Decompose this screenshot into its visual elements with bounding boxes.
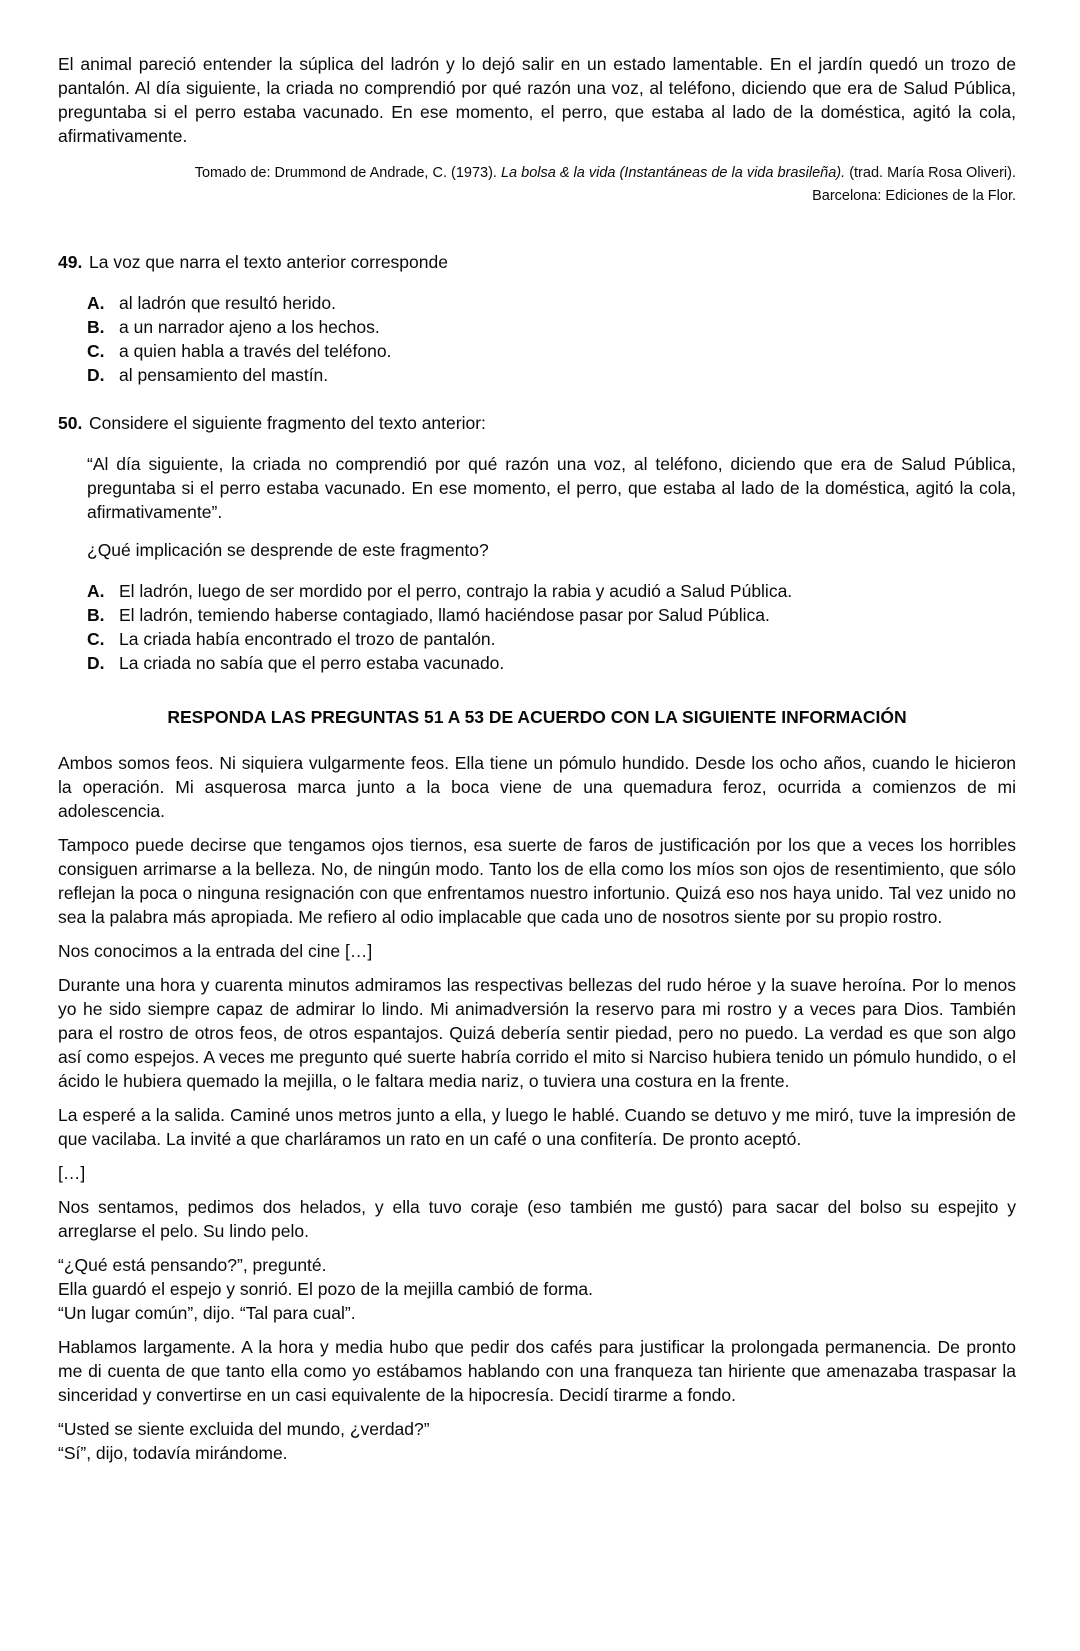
- option-text: al pensamiento del mastín.: [119, 365, 329, 385]
- option-50-b: [87, 603, 1016, 627]
- dialogue-line: “Sí”, dijo, todavía mirándome.: [58, 1443, 288, 1463]
- option-50-a: [87, 579, 1016, 603]
- intro-paragraph: El animal pareció entender la súplica del ladrón y lo dejó salir en un estado lamentable. En el jardín quedó un trozo de pantalón. Al día siguiente, la criada no comprendió por qué razón una voz, al teléfono, diciendo que era de Salud Pública, preguntaba si el perro estaba vacunado. En ese momento, el perro, que estaba al lado de la doméstica, agitó la cola, afirmativamente.: [58, 54, 1016, 146]
- question-number: 49.: [58, 252, 83, 272]
- option-text: El ladrón, luego de ser mordido por el perro, contrajo la rabia y acudió a Salud Pública.: [119, 581, 793, 601]
- option-text: La criada había encontrado el trozo de pantalón.: [119, 629, 496, 649]
- option-49-d: [87, 363, 1016, 387]
- option-letter: C.: [87, 629, 105, 649]
- option-text: a quien habla a través del teléfono.: [119, 341, 392, 361]
- dialogue-line: “Un lugar común”, dijo. “Tal para cual”.: [58, 1303, 356, 1323]
- option-letter: C.: [87, 341, 105, 361]
- option-text: El ladrón, temiendo haberse contagiado, llamó haciéndose pasar por Salud Pública.: [119, 605, 770, 625]
- option-letter: B.: [87, 317, 105, 337]
- option-letter: B.: [87, 605, 105, 625]
- passage-paragraph: Hablamos largamente. A la hora y media hubo que pedir dos cafés para justificar la prolongada permanencia. De pronto me di cuenta de que tanto ella como yo estábamos hablando con una franqueza tan hiriente que amenazaba traspasar la sinceridad y convertirse en un casi equivalente de la hipocresía. Decidí tirarme a fondo.: [58, 1337, 1016, 1405]
- passage-paragraph: Nos sentamos, pedimos dos helados, y ella tuvo coraje (eso también me gustó) para sacar del bolso su espejito y arreglarse el pelo. Su lindo pelo.: [58, 1197, 1016, 1241]
- question-prompt: Considere el siguiente fragmento del texto anterior:: [89, 413, 486, 433]
- question-49: [58, 250, 1016, 387]
- question-50-options: [87, 579, 1016, 675]
- question-number: 50.: [58, 413, 83, 433]
- option-text: La criada no sabía que el perro estaba vacunado.: [119, 653, 505, 673]
- option-letter: A.: [87, 293, 105, 313]
- question-subprompt: ¿Qué implicación se desprende de este fragmento?: [87, 540, 489, 560]
- source-citation: [58, 162, 1016, 208]
- citation-prefix: Tomado de: Drummond de Andrade, C. (1973).: [194, 165, 501, 181]
- question-50-header: [58, 411, 1016, 435]
- passage-paragraph: Tampoco puede decirse que tengamos ojos tiernos, esa suerte de faros de justificación por los que a veces los horribles consiguen arrimarse a la belleza. No, de ningún modo. Tanto los de ella como los míos son ojos de resentimiento, que sólo reflejan la poca o ninguna resignación con que enfrentamos nuestro infortunio. Quizá eso nos haya unido. Tal vez unido no sea la palabra más apropiada. Me refiero al odio implacable que cada uno de nosotros siente por su propio rostro.: [58, 835, 1016, 927]
- option-text: a un narrador ajeno a los hechos.: [119, 317, 380, 337]
- citation-publisher: Barcelona: Ediciones de la Flor.: [812, 188, 1016, 204]
- option-letter: D.: [87, 365, 105, 385]
- dialogue-line: “Usted se siente excluida del mundo, ¿verdad?”: [58, 1419, 430, 1439]
- option-text: al ladrón que resultó herido.: [119, 293, 336, 313]
- question-50: [58, 411, 1016, 675]
- option-49-c: [87, 339, 1016, 363]
- option-49-a: [87, 291, 1016, 315]
- option-50-d: [87, 651, 1016, 675]
- passage-paragraph: La esperé a la salida. Caminé unos metros junto a ella, y luego le hablé. Cuando se detuvo y me miró, tuve la impresión de que vacilaba. La invité a que charláramos un rato en un café o una confitería. De pronto aceptó.: [58, 1105, 1016, 1149]
- dialogue-block: [58, 1253, 1016, 1325]
- question-49-options: [87, 291, 1016, 387]
- citation-translator: (trad. María Rosa Oliveri).: [845, 165, 1016, 181]
- citation-title: La bolsa & la vida (Instantáneas de la vida brasileña).: [500, 165, 846, 181]
- dialogue-line: Ella guardó el espejo y sonrió. El pozo de la mejilla cambió de forma.: [58, 1279, 594, 1299]
- passage-ellipsis: […]: [58, 1163, 86, 1183]
- reading-passage: [58, 751, 1016, 1465]
- option-49-b: [87, 315, 1016, 339]
- option-letter: A.: [87, 581, 105, 601]
- dialogue-block: [58, 1417, 1016, 1465]
- question-prompt: La voz que narra el texto anterior corresponde: [89, 252, 448, 272]
- passage-paragraph: Nos conocimos a la entrada del cine […]: [58, 941, 373, 961]
- section-instruction-header: RESPONDA LAS PREGUNTAS 51 A 53 DE ACUERDO CON LA SIGUIENTE INFORMACIÓN: [167, 707, 907, 727]
- dialogue-line: “¿Qué está pensando?”, pregunté.: [58, 1255, 327, 1275]
- option-50-c: [87, 627, 1016, 651]
- passage-paragraph: Durante una hora y cuarenta minutos admiramos las respectivas bellezas del rudo héroe y la suave heroína. Por lo menos yo he sido siempre capaz de admirar lo lindo. Mi animadversión la reservo para mi rostro y a veces para Dios. También para el rostro de otros feos, de otros espantajos. Quizá debería sentir piedad, pero no puedo. La verdad es que son algo así como espejos. A veces me pregunto qué suerte habría corrido el mito si Narciso hubiera tenido un pómulo hundido, o el ácido le hubiera quemado la mejilla, o le faltara media nariz, o tuviera una costura en la frente.: [58, 975, 1016, 1091]
- quoted-fragment: “Al día siguiente, la criada no comprendió por qué razón una voz, al teléfono, diciendo que era de Salud Pública, preguntaba si el perro estaba vacunado. En ese momento, el perro, que estaba al lado de la doméstica, agitó la cola, afirmativamente”.: [87, 454, 1016, 522]
- passage-paragraph: Ambos somos feos. Ni siquiera vulgarmente feos. Ella tiene un pómulo hundido. Desde los ocho años, cuando le hicieron la operación. Mi asquerosa marca junto a la boca viene de una quemadura feroz, ocurrida a comienzos de mi adolescencia.: [58, 753, 1016, 821]
- question-49-header: [58, 250, 1016, 274]
- option-letter: D.: [87, 653, 105, 673]
